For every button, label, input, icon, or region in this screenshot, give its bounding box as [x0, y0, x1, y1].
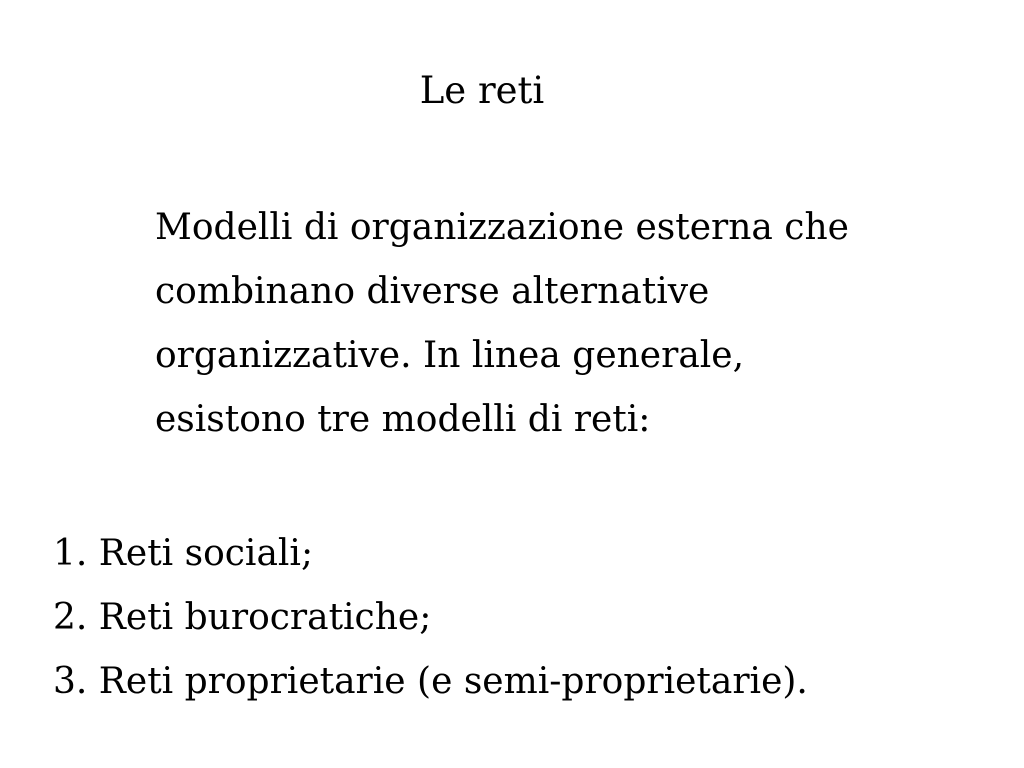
list-item-social-networks: 1. Reti sociali;: [53, 533, 314, 574]
intro-paragraph: [155, 196, 975, 452]
list-item-proprietary-networks: 3. Reti proprietarie (e semi-proprietarie).: [53, 661, 808, 702]
list-item-bureaucratic-networks: 2. Reti burocratiche;: [53, 597, 432, 638]
paragraph-line: organizzative. In linea generale,: [155, 335, 745, 376]
paragraph-line: esistono tre modelli di reti:: [155, 399, 651, 440]
paragraph-line: combinano diverse alternative: [155, 271, 710, 312]
network-models-list: [53, 522, 993, 714]
slide-title: Le reti: [419, 69, 545, 112]
paragraph-line: Modelli di organizzazione esterna che: [155, 207, 849, 248]
